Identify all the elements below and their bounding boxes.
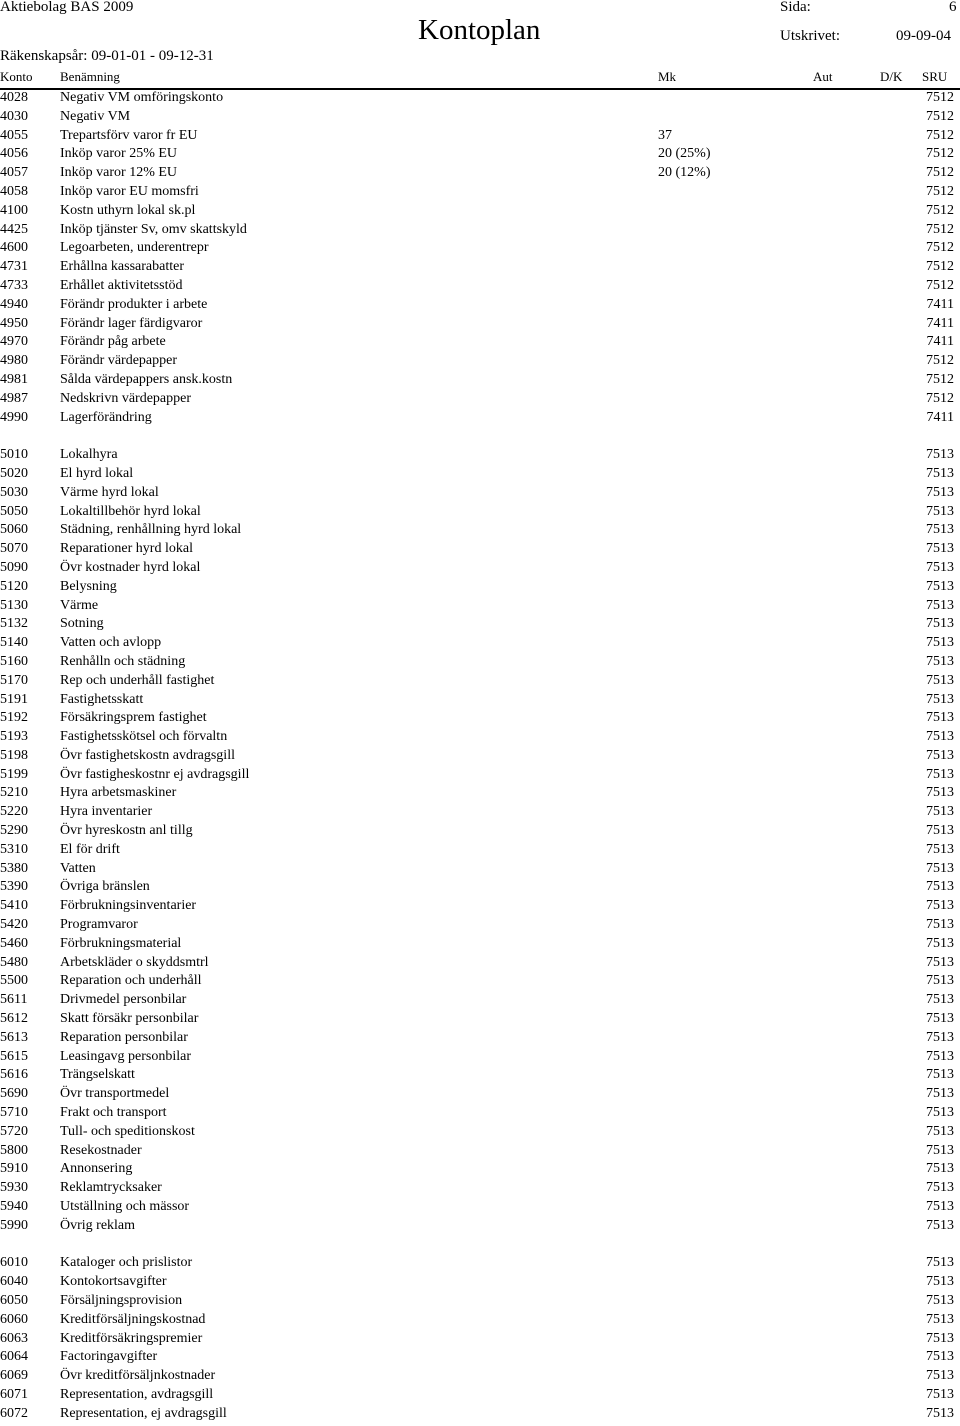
sru-code: 7513 bbox=[926, 1086, 954, 1102]
account-number: 6010 bbox=[0, 1255, 28, 1271]
sru-code: 7513 bbox=[926, 710, 954, 726]
account-row bbox=[0, 784, 960, 803]
account-name: El hyrd lokal bbox=[60, 465, 134, 481]
sru-code: 7513 bbox=[926, 1067, 954, 1083]
account-row bbox=[0, 89, 960, 108]
account-name: El för drift bbox=[60, 841, 120, 857]
account-number: 4058 bbox=[0, 183, 28, 199]
account-row bbox=[0, 597, 960, 616]
sru-code: 7513 bbox=[926, 578, 954, 594]
account-row bbox=[0, 1273, 960, 1292]
sru-code: 7411 bbox=[926, 296, 954, 312]
account-name: Negativ VM omföringskonto bbox=[60, 90, 224, 105]
account-number: 5060 bbox=[0, 522, 28, 538]
account-number: 5090 bbox=[0, 559, 28, 575]
vat-code: 20 (25%) bbox=[658, 146, 711, 162]
column-header-aut: Aut bbox=[813, 69, 833, 84]
sru-code: 7513 bbox=[926, 1180, 954, 1196]
account-row bbox=[0, 484, 960, 503]
sru-code: 7513 bbox=[926, 804, 954, 820]
sru-code: 7513 bbox=[926, 1217, 954, 1233]
sru-code: 7513 bbox=[926, 898, 954, 914]
account-row bbox=[0, 709, 960, 728]
account-row bbox=[0, 691, 960, 710]
account-name: Övr transportmedel bbox=[60, 1086, 170, 1102]
account-row bbox=[0, 935, 960, 954]
account-row bbox=[0, 1104, 960, 1123]
account-row bbox=[0, 1085, 960, 1104]
account-name: Representation, avdragsgill bbox=[60, 1386, 214, 1402]
account-row bbox=[0, 728, 960, 747]
account-name: Resekostnader bbox=[60, 1142, 142, 1158]
account-row bbox=[0, 954, 960, 973]
sru-code: 7512 bbox=[926, 240, 954, 256]
account-number: 5050 bbox=[0, 503, 28, 519]
account-row bbox=[0, 972, 960, 991]
account-name: Reklamtrycksaker bbox=[60, 1180, 162, 1196]
account-row bbox=[0, 1405, 960, 1424]
sru-code: 7512 bbox=[926, 259, 954, 275]
sru-code: 7513 bbox=[926, 541, 954, 557]
account-row bbox=[0, 916, 960, 935]
account-number: 5193 bbox=[0, 729, 28, 745]
account-row bbox=[0, 634, 960, 653]
account-name: Övr fastigheskostnr ej avdragsgill bbox=[60, 766, 250, 782]
account-number: 5990 bbox=[0, 1217, 28, 1233]
column-header-mk: Mk bbox=[658, 69, 677, 84]
account-name: Övriga bränslen bbox=[60, 879, 150, 895]
account-name: Erhållet aktivitetsstöd bbox=[60, 277, 183, 293]
account-name: Kataloger och prislistor bbox=[60, 1255, 193, 1271]
account-name: Sålda värdepappers ansk.kostn bbox=[60, 371, 233, 387]
sru-code: 7512 bbox=[926, 277, 954, 293]
account-row bbox=[0, 653, 960, 672]
account-number: 4990 bbox=[0, 409, 28, 425]
sru-code: 7513 bbox=[926, 522, 954, 538]
account-row bbox=[0, 747, 960, 766]
account-name: Städning, renhållning hyrd lokal bbox=[60, 522, 242, 538]
sru-code: 7513 bbox=[926, 1368, 954, 1384]
account-row bbox=[0, 540, 960, 559]
sru-code: 7513 bbox=[926, 559, 954, 575]
account-number: 4425 bbox=[0, 221, 28, 237]
account-row bbox=[0, 1367, 960, 1386]
account-row bbox=[0, 390, 960, 409]
account-number: 5910 bbox=[0, 1161, 28, 1177]
account-name: Kreditförsäljningskostnad bbox=[60, 1311, 206, 1327]
account-name: Övr kreditförsäljnkostnader bbox=[60, 1368, 216, 1384]
sru-code: 7513 bbox=[926, 973, 954, 989]
account-number: 4980 bbox=[0, 353, 28, 369]
sru-code: 7513 bbox=[926, 597, 954, 613]
sru-code: 7513 bbox=[926, 860, 954, 876]
account-number: 4030 bbox=[0, 108, 28, 124]
account-row bbox=[0, 371, 960, 390]
account-row bbox=[0, 878, 960, 897]
account-number: 5132 bbox=[0, 616, 28, 632]
account-name: Vatten bbox=[60, 860, 96, 876]
group-spacer bbox=[0, 427, 960, 446]
account-row bbox=[0, 108, 960, 127]
account-name: Reparation och underhåll bbox=[60, 973, 202, 989]
account-number: 5930 bbox=[0, 1180, 28, 1196]
account-row bbox=[0, 1292, 960, 1311]
account-number: 5616 bbox=[0, 1067, 28, 1083]
sru-code: 7513 bbox=[926, 653, 954, 669]
account-row bbox=[0, 409, 960, 428]
account-row bbox=[0, 559, 960, 578]
account-name: Arbetskläder o skyddsmtrl bbox=[60, 954, 209, 970]
account-number: 5613 bbox=[0, 1029, 28, 1045]
company-name: Aktiebolag BAS 2009 bbox=[0, 0, 134, 15]
account-number: 5070 bbox=[0, 541, 28, 557]
account-number: 5030 bbox=[0, 484, 28, 500]
account-name: Kostn uthyrn lokal sk.pl bbox=[60, 202, 196, 218]
account-name: Övr kostnader hyrd lokal bbox=[60, 559, 201, 575]
account-number: 5010 bbox=[0, 447, 28, 463]
account-name: Nedskrivn värdepapper bbox=[60, 390, 192, 406]
sru-code: 7513 bbox=[926, 766, 954, 782]
account-name: Sotning bbox=[60, 616, 104, 632]
printed-date: 09-09-04 bbox=[896, 28, 951, 44]
account-number: 5191 bbox=[0, 691, 28, 707]
account-row bbox=[0, 1160, 960, 1179]
sru-code: 7513 bbox=[926, 1199, 954, 1215]
sru-code: 7513 bbox=[926, 1105, 954, 1121]
sru-code: 7513 bbox=[926, 1011, 954, 1027]
account-name: Drivmedel personbilar bbox=[60, 992, 187, 1008]
account-name: Factoringavgifter bbox=[60, 1349, 158, 1365]
account-number: 6040 bbox=[0, 1274, 28, 1290]
sru-code: 7513 bbox=[926, 691, 954, 707]
sru-code: 7513 bbox=[926, 992, 954, 1008]
account-number: 5940 bbox=[0, 1199, 28, 1215]
sru-code: 7513 bbox=[926, 1311, 954, 1327]
account-number: 5410 bbox=[0, 898, 28, 914]
account-number: 5199 bbox=[0, 766, 28, 782]
account-name: Programvaror bbox=[60, 917, 138, 933]
account-number: 5500 bbox=[0, 973, 28, 989]
account-number: 5220 bbox=[0, 804, 28, 820]
account-name: Hyra arbetsmaskiner bbox=[60, 785, 177, 801]
sru-code: 7513 bbox=[926, 1142, 954, 1158]
account-number: 5210 bbox=[0, 785, 28, 801]
account-number: 5020 bbox=[0, 465, 28, 481]
account-number: 5192 bbox=[0, 710, 28, 726]
account-name: Förbrukningsmaterial bbox=[60, 935, 182, 951]
account-row bbox=[0, 315, 960, 334]
account-name: Förbrukningsinventarier bbox=[60, 898, 197, 914]
sru-code: 7513 bbox=[926, 484, 954, 500]
account-number: 5710 bbox=[0, 1105, 28, 1121]
account-row bbox=[0, 465, 960, 484]
column-header-konto: Konto bbox=[0, 69, 33, 84]
account-number: 4028 bbox=[0, 90, 28, 105]
account-number: 5130 bbox=[0, 597, 28, 613]
account-number: 5420 bbox=[0, 917, 28, 933]
account-number: 4987 bbox=[0, 390, 28, 406]
account-name: Försäljningsprovision bbox=[60, 1293, 183, 1308]
account-number: 4600 bbox=[0, 240, 28, 256]
account-number: 6071 bbox=[0, 1386, 28, 1402]
account-name: Inköp tjänster Sv, omv skattskyld bbox=[60, 221, 247, 237]
account-name: Tull- och speditionskost bbox=[60, 1123, 195, 1139]
account-name: Förändr värdepapper bbox=[60, 353, 178, 369]
account-number: 6069 bbox=[0, 1368, 28, 1384]
account-number: 4057 bbox=[0, 165, 28, 181]
sru-code: 7513 bbox=[926, 1161, 954, 1177]
sru-code: 7513 bbox=[926, 747, 954, 763]
column-header-sru: SRU bbox=[922, 69, 948, 84]
account-name: Övr hyreskostn anl tillg bbox=[60, 823, 193, 839]
account-name: Kreditförsäkringspremier bbox=[60, 1330, 203, 1346]
account-number: 6072 bbox=[0, 1405, 28, 1421]
account-number: 5170 bbox=[0, 672, 28, 688]
account-name: Reparation personbilar bbox=[60, 1029, 188, 1045]
sru-code: 7513 bbox=[926, 1274, 954, 1290]
sru-code: 7513 bbox=[926, 823, 954, 839]
account-row bbox=[0, 221, 960, 240]
sru-code: 7513 bbox=[926, 1048, 954, 1064]
account-name: Legoarbeten, underentrepr bbox=[60, 240, 209, 256]
account-row bbox=[0, 803, 960, 822]
sru-code: 7513 bbox=[926, 503, 954, 519]
account-name: Trängselskatt bbox=[60, 1067, 135, 1083]
sru-code: 7512 bbox=[926, 183, 954, 199]
vat-code: 20 (12%) bbox=[658, 165, 711, 181]
account-number: 5615 bbox=[0, 1048, 28, 1064]
account-number: 4733 bbox=[0, 277, 28, 293]
account-number: 5612 bbox=[0, 1011, 28, 1027]
account-number: 4055 bbox=[0, 127, 28, 143]
sru-code: 7513 bbox=[926, 1123, 954, 1139]
account-number: 4950 bbox=[0, 315, 28, 331]
account-number: 5140 bbox=[0, 635, 28, 651]
sru-code: 7513 bbox=[926, 1255, 954, 1271]
sru-code: 7411 bbox=[926, 334, 954, 350]
account-number: 5720 bbox=[0, 1123, 28, 1139]
account-name: Värme bbox=[60, 597, 99, 613]
sru-code: 7513 bbox=[926, 1029, 954, 1045]
vat-code: 37 bbox=[658, 127, 672, 143]
sru-code: 7411 bbox=[926, 409, 954, 425]
account-row bbox=[0, 766, 960, 785]
column-header-benamning: Benämning bbox=[60, 69, 120, 84]
sru-code: 7513 bbox=[926, 672, 954, 688]
account-number: 4981 bbox=[0, 371, 28, 387]
sru-code: 7513 bbox=[926, 879, 954, 895]
sru-code: 7512 bbox=[926, 90, 954, 105]
account-name: Hyra inventarier bbox=[60, 804, 153, 820]
account-row bbox=[0, 127, 960, 146]
sru-code: 7411 bbox=[926, 315, 954, 331]
account-number: 4970 bbox=[0, 334, 28, 350]
account-row bbox=[0, 333, 960, 352]
account-row bbox=[0, 446, 960, 465]
account-number: 5690 bbox=[0, 1086, 28, 1102]
account-row bbox=[0, 1217, 960, 1236]
account-row bbox=[0, 1066, 960, 1085]
account-row bbox=[0, 860, 960, 879]
account-number: 4100 bbox=[0, 202, 28, 218]
account-row bbox=[0, 1048, 960, 1067]
account-row bbox=[0, 897, 960, 916]
account-row bbox=[0, 352, 960, 371]
account-number: 5800 bbox=[0, 1142, 28, 1158]
account-name: Inköp varor 25% EU bbox=[60, 146, 178, 162]
sru-code: 7513 bbox=[926, 729, 954, 745]
sru-code: 7513 bbox=[926, 785, 954, 801]
sru-code: 7512 bbox=[926, 221, 954, 237]
account-row bbox=[0, 164, 960, 183]
account-row bbox=[0, 503, 960, 522]
account-name: Försäkringsprem fastighet bbox=[60, 710, 207, 726]
account-row bbox=[0, 1142, 960, 1161]
account-number: 5290 bbox=[0, 823, 28, 839]
sru-code: 7512 bbox=[926, 127, 954, 143]
account-row bbox=[0, 521, 960, 540]
account-name: Förändr lager färdigvaror bbox=[60, 315, 203, 331]
account-number: 6050 bbox=[0, 1293, 28, 1308]
account-name: Lagerförändring bbox=[60, 409, 152, 425]
account-name: Representation, ej avdragsgill bbox=[60, 1405, 227, 1421]
account-number: 6060 bbox=[0, 1311, 28, 1327]
account-row bbox=[0, 1311, 960, 1330]
sru-code: 7512 bbox=[926, 108, 954, 124]
account-name: Inköp varor EU momsfri bbox=[60, 183, 199, 199]
account-row bbox=[0, 183, 960, 202]
account-row bbox=[0, 239, 960, 258]
account-row bbox=[0, 1254, 960, 1273]
account-row bbox=[0, 1348, 960, 1367]
fiscal-year: Räkenskapsår: 09-01-01 - 09-12-31 bbox=[0, 48, 214, 64]
account-row bbox=[0, 841, 960, 860]
account-row bbox=[0, 672, 960, 691]
account-number: 5380 bbox=[0, 860, 28, 876]
account-name: Annonsering bbox=[60, 1161, 133, 1177]
account-name: Reparationer hyrd lokal bbox=[60, 541, 193, 557]
sru-code: 7512 bbox=[926, 390, 954, 406]
account-row bbox=[0, 991, 960, 1010]
sru-code: 7513 bbox=[926, 841, 954, 857]
account-name: Övr fastighetskostn avdragsgill bbox=[60, 747, 235, 763]
account-number: 5198 bbox=[0, 747, 28, 763]
account-name: Fastighetsskatt bbox=[60, 691, 144, 707]
account-row bbox=[0, 296, 960, 315]
account-name: Belysning bbox=[60, 578, 117, 594]
account-name: Övrig reklam bbox=[60, 1217, 136, 1233]
sru-code: 7513 bbox=[926, 1293, 954, 1308]
account-name: Renhålln och städning bbox=[60, 653, 186, 669]
sru-code: 7513 bbox=[926, 1330, 954, 1346]
account-number: 5310 bbox=[0, 841, 28, 857]
account-row bbox=[0, 578, 960, 597]
account-row bbox=[0, 1010, 960, 1029]
account-name: Fastighetsskötsel och förvaltn bbox=[60, 729, 228, 745]
account-name: Förändr påg arbete bbox=[60, 334, 166, 350]
group-spacer bbox=[0, 1236, 960, 1255]
account-row bbox=[0, 1123, 960, 1142]
account-row bbox=[0, 1029, 960, 1048]
account-row bbox=[0, 615, 960, 634]
column-header-dk: D/K bbox=[880, 69, 903, 84]
account-name: Erhållna kassarabatter bbox=[60, 259, 184, 275]
sru-code: 7513 bbox=[926, 1405, 954, 1421]
sru-code: 7513 bbox=[926, 935, 954, 951]
account-row bbox=[0, 1198, 960, 1217]
sru-code: 7513 bbox=[926, 954, 954, 970]
account-number: 5120 bbox=[0, 578, 28, 594]
account-number: 6063 bbox=[0, 1330, 28, 1346]
account-number: 4940 bbox=[0, 296, 28, 312]
sru-code: 7513 bbox=[926, 465, 954, 481]
account-row bbox=[0, 258, 960, 277]
account-number: 6064 bbox=[0, 1349, 28, 1365]
account-row bbox=[0, 277, 960, 296]
sru-code: 7513 bbox=[926, 1386, 954, 1402]
account-name: Trepartsförv varor fr EU bbox=[60, 127, 198, 143]
sru-code: 7512 bbox=[926, 353, 954, 369]
account-number: 4731 bbox=[0, 259, 28, 275]
account-name: Frakt och transport bbox=[60, 1105, 167, 1121]
account-name: Leasingavg personbilar bbox=[60, 1048, 192, 1064]
account-name: Lokaltillbehör hyrd lokal bbox=[60, 503, 201, 519]
page-title: Kontoplan bbox=[418, 14, 541, 46]
sru-code: 7513 bbox=[926, 447, 954, 463]
printed-label: Utskrivet: bbox=[780, 28, 840, 44]
sru-code: 7513 bbox=[926, 635, 954, 651]
account-name: Kontokortsavgifter bbox=[60, 1274, 167, 1290]
account-number: 5611 bbox=[0, 992, 28, 1008]
sru-code: 7513 bbox=[926, 616, 954, 632]
account-row bbox=[0, 822, 960, 841]
account-name: Negativ VM bbox=[60, 108, 131, 124]
account-number: 5480 bbox=[0, 954, 28, 970]
sru-code: 7512 bbox=[926, 165, 954, 181]
sru-code: 7512 bbox=[926, 371, 954, 387]
account-name: Inköp varor 12% EU bbox=[60, 165, 178, 181]
account-row bbox=[0, 1179, 960, 1198]
account-name: Skatt försäkr personbilar bbox=[60, 1011, 199, 1027]
sru-code: 7513 bbox=[926, 917, 954, 933]
account-number: 5390 bbox=[0, 879, 28, 895]
account-row bbox=[0, 202, 960, 221]
page-label: Sida: bbox=[780, 0, 811, 15]
account-name: Rep och underhåll fastighet bbox=[60, 672, 215, 688]
page-number: 6 bbox=[949, 0, 957, 15]
sru-code: 7512 bbox=[926, 202, 954, 218]
account-number: 5160 bbox=[0, 653, 28, 669]
account-row bbox=[0, 145, 960, 164]
account-row bbox=[0, 1330, 960, 1349]
account-number: 5460 bbox=[0, 935, 28, 951]
account-name: Värme hyrd lokal bbox=[60, 484, 159, 500]
sru-code: 7512 bbox=[926, 146, 954, 162]
account-name: Lokalhyra bbox=[60, 447, 118, 463]
account-name: Vatten och avlopp bbox=[60, 635, 162, 651]
account-number: 4056 bbox=[0, 146, 28, 162]
account-list bbox=[0, 89, 960, 1424]
sru-code: 7513 bbox=[926, 1349, 954, 1365]
account-name: Utställning och mässor bbox=[60, 1199, 190, 1215]
account-name: Förändr produkter i arbete bbox=[60, 296, 208, 312]
account-row bbox=[0, 1386, 960, 1405]
